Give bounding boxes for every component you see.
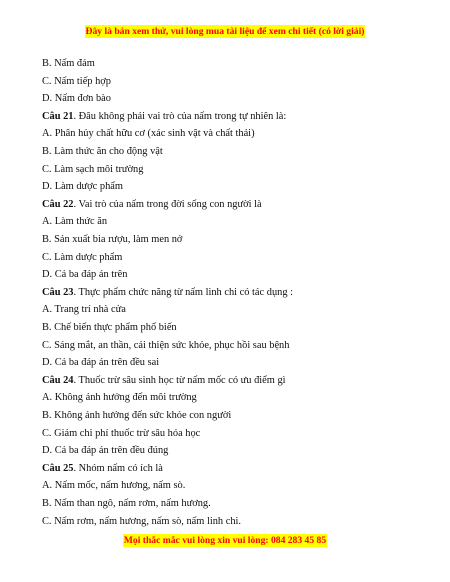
contact-banner-text: Mọi thắc mắc vui lòng xin vui lòng: 084 283 45 85: [123, 535, 327, 546]
answer-option: [42, 444, 168, 458]
line-text: B. Làm thức ăn cho động vật: [42, 146, 163, 157]
question-number: Câu 23: [42, 286, 74, 298]
line-text: . Thực phẩm chức năng từ nấm linh chi có tác dụng :: [73, 286, 294, 298]
preview-banner: [0, 26, 450, 37]
question-line: [42, 374, 286, 388]
question-number: Câu 24: [42, 374, 74, 386]
answer-option: [42, 356, 159, 370]
line-text: C. Làm dược phẩm: [42, 251, 123, 263]
line-text: . Thuốc trừ sâu sinh học từ nấm mốc có ưu điểm gì: [73, 374, 286, 386]
answer-option: [42, 321, 177, 335]
line-text: C. Làm sạch môi trường: [42, 163, 144, 175]
answer-option: [42, 57, 95, 71]
line-text: D. Cả ba đáp án trên: [42, 269, 128, 281]
line-text: . Đâu không phải vai trò của nấm trong tự nhiên là:: [73, 110, 287, 122]
line-text: C. Nấm rơm, nấm hương, nấm sò, nấm linh chi.: [42, 515, 242, 527]
line-text: C. Nấm tiếp hợp: [42, 75, 111, 87]
line-text: D. Nấm đơn bào: [42, 93, 111, 105]
line-text: D. Cả ba đáp án trên đều đúng: [42, 445, 169, 457]
line-text: . Nhóm nấm có ích là: [73, 462, 163, 474]
answer-option: [42, 409, 231, 423]
line-text: B. Nấm than ngô, nấm rơm, nấm hương.: [42, 498, 211, 509]
line-text: B. Không ảnh hưởng đến sức khỏe con người: [42, 410, 232, 421]
answer-option: [42, 339, 289, 353]
answer-option: [42, 497, 211, 511]
line-text: C. Giảm chi phí thuốc trừ sâu hóa học: [42, 427, 201, 439]
line-text: D. Làm dược phẩm: [42, 181, 123, 193]
line-text: B. Nấm đảm: [42, 58, 95, 69]
answer-option: [42, 233, 182, 247]
preview-banner-text: Đây là bản xem thử, vui lòng mua tài liệu để xem chi tiết (có lời giải): [85, 26, 365, 37]
line-text: A. Nấm mốc, nấm hương, nấm sò.: [42, 480, 186, 492]
question-line: [42, 462, 163, 476]
question-line: [42, 198, 262, 212]
answer-option: [42, 427, 200, 441]
answer-option: [42, 515, 241, 529]
question-number: Câu 25: [42, 462, 74, 474]
question-line: [42, 110, 286, 124]
answer-option: [42, 127, 255, 141]
answer-option: [42, 145, 163, 159]
line-text: . Vai trò của nấm trong đời sống con người là: [73, 198, 262, 210]
line-text: A. Phân hủy chất hữu cơ (xác sinh vật và chất thải): [42, 128, 255, 140]
contact-banner: [0, 535, 450, 546]
answer-option: [42, 303, 126, 317]
line-text: A. Làm thức ăn: [42, 216, 108, 228]
answer-option: [42, 92, 111, 106]
question-number: Câu 21: [42, 110, 74, 122]
line-text: A. Trang trí nhà cửa: [42, 304, 126, 316]
answer-option: [42, 251, 122, 265]
answer-option: [42, 75, 111, 89]
answer-option: [42, 180, 123, 194]
line-text: A. Không ảnh hưởng đến môi trường: [42, 392, 197, 404]
question-number: Câu 22: [42, 198, 74, 210]
answer-option: [42, 268, 127, 282]
answer-option: [42, 479, 185, 493]
line-text: B. Sản xuất bia rượu, làm men nở: [42, 234, 183, 245]
question-line: [42, 286, 293, 300]
line-text: B. Chế biến thực phẩm phổ biến: [42, 322, 177, 333]
line-text: C. Sáng mắt, an thần, cải thiện sức khỏe, phục hồi sau bệnh: [42, 339, 290, 351]
answer-option: [42, 163, 143, 177]
answer-option: [42, 391, 197, 405]
answer-option: [42, 215, 107, 229]
line-text: D. Cả ba đáp án trên đều sai: [42, 357, 160, 369]
